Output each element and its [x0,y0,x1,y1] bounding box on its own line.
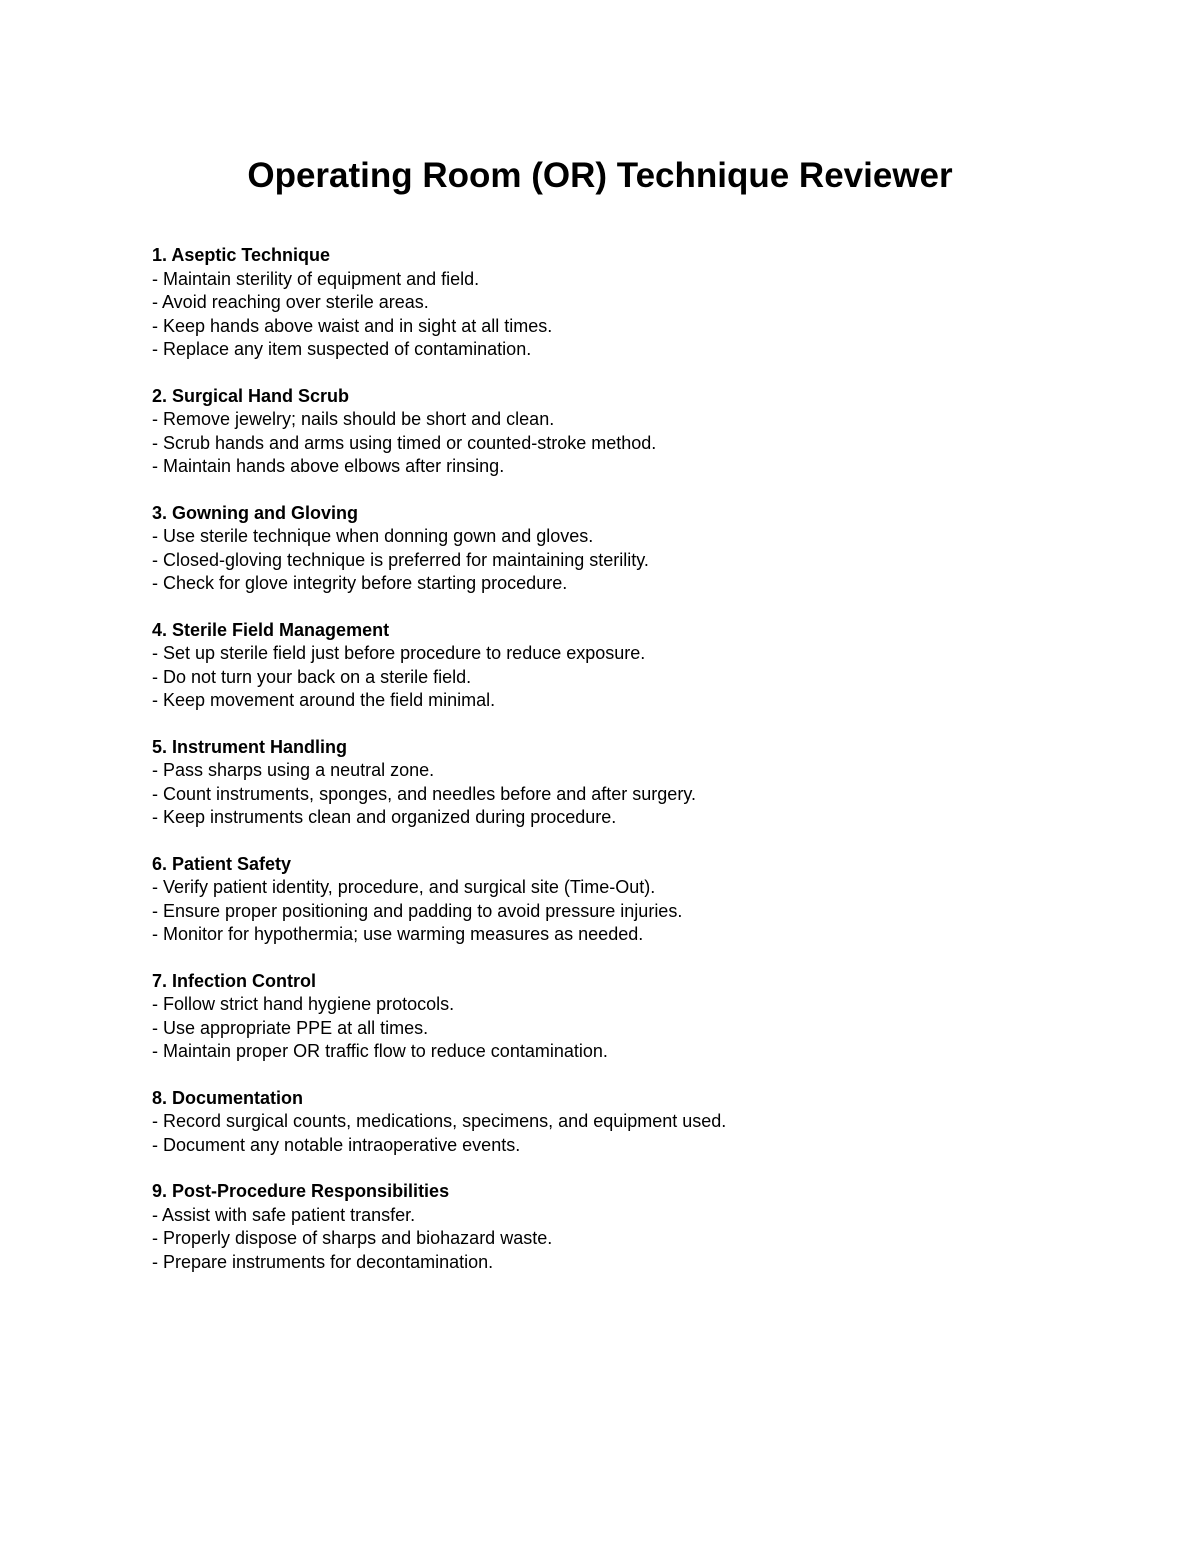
bullet-item: - Verify patient identity, procedure, and surgical site (Time-Out). [152,877,656,897]
bullet-item: - Count instruments, sponges, and needles before and after surgery. [152,783,696,804]
bullet-item: - Document any notable intraoperative events. [152,1134,521,1155]
section-heading: 7. Infection Control [152,970,316,991]
section [152,736,1152,830]
bullet-item: - Record surgical counts, medications, specimens, and equipment used. [152,1111,727,1131]
bullet-item: - Scrub hands and arms using timed or counted-stroke method. [152,432,657,453]
bullet-item: - Prepare instruments for decontamination. [152,1251,494,1272]
bullet-item: - Keep instruments clean and organized during procedure. [152,807,617,827]
bullet-item: - Assist with safe patient transfer. [152,1204,416,1225]
section [152,970,1152,1064]
bullet-item: - Closed-gloving technique is preferred for maintaining sterility. [152,549,649,570]
sections-container [152,244,1152,1297]
section [152,1180,1152,1274]
bullet-item: - Avoid reaching over sterile areas. [152,292,429,312]
document-title: Operating Room (OR) Technique Reviewer [247,156,953,195]
section [152,502,1152,596]
section [152,244,1152,362]
bullet-item: - Check for glove integrity before starting procedure. [152,573,568,593]
section-heading: 1. Aseptic Technique [152,245,331,265]
bullet-item: - Maintain proper OR traffic flow to reduce contamination. [152,1041,608,1061]
section [152,853,1152,947]
section [152,385,1152,479]
bullet-item: - Do not turn your back on a sterile field. [152,666,472,687]
bullet-item: - Properly dispose of sharps and biohazard waste. [152,1228,553,1248]
section-heading: 5. Instrument Handling [152,736,348,757]
section [152,1087,1152,1158]
bullet-item: - Maintain hands above elbows after rinsing. [152,456,505,476]
section-heading: 2. Surgical Hand Scrub [152,385,350,406]
section-heading: 9. Post-Procedure Responsibilities [152,1181,450,1201]
section [152,619,1152,713]
bullet-item: - Use sterile technique when donning gown and gloves. [152,526,594,546]
bullet-item: - Monitor for hypothermia; use warming measures as needed. [152,924,644,944]
section-heading: 6. Patient Safety [152,853,292,874]
bullet-item: - Replace any item suspected of contamination. [152,339,532,359]
section-heading: 8. Documentation [152,1087,304,1108]
bullet-item: - Follow strict hand hygiene protocols. [152,994,455,1014]
bullet-item: - Keep movement around the field minimal. [152,690,496,710]
bullet-item: - Use appropriate PPE at all times. [152,1017,429,1038]
bullet-item: - Pass sharps using a neutral zone. [152,760,435,780]
bullet-item: - Remove jewelry; nails should be short and clean. [152,409,555,429]
bullet-item: - Maintain sterility of equipment and field. [152,268,480,289]
section-heading: 4. Sterile Field Management [152,619,390,640]
bullet-item: - Ensure proper positioning and padding to avoid pressure injuries. [152,900,683,921]
bullet-item: - Set up sterile field just before procedure to reduce exposure. [152,643,646,663]
section-heading: 3. Gowning and Gloving [152,502,358,523]
bullet-item: - Keep hands above waist and in sight at all times. [152,315,553,336]
